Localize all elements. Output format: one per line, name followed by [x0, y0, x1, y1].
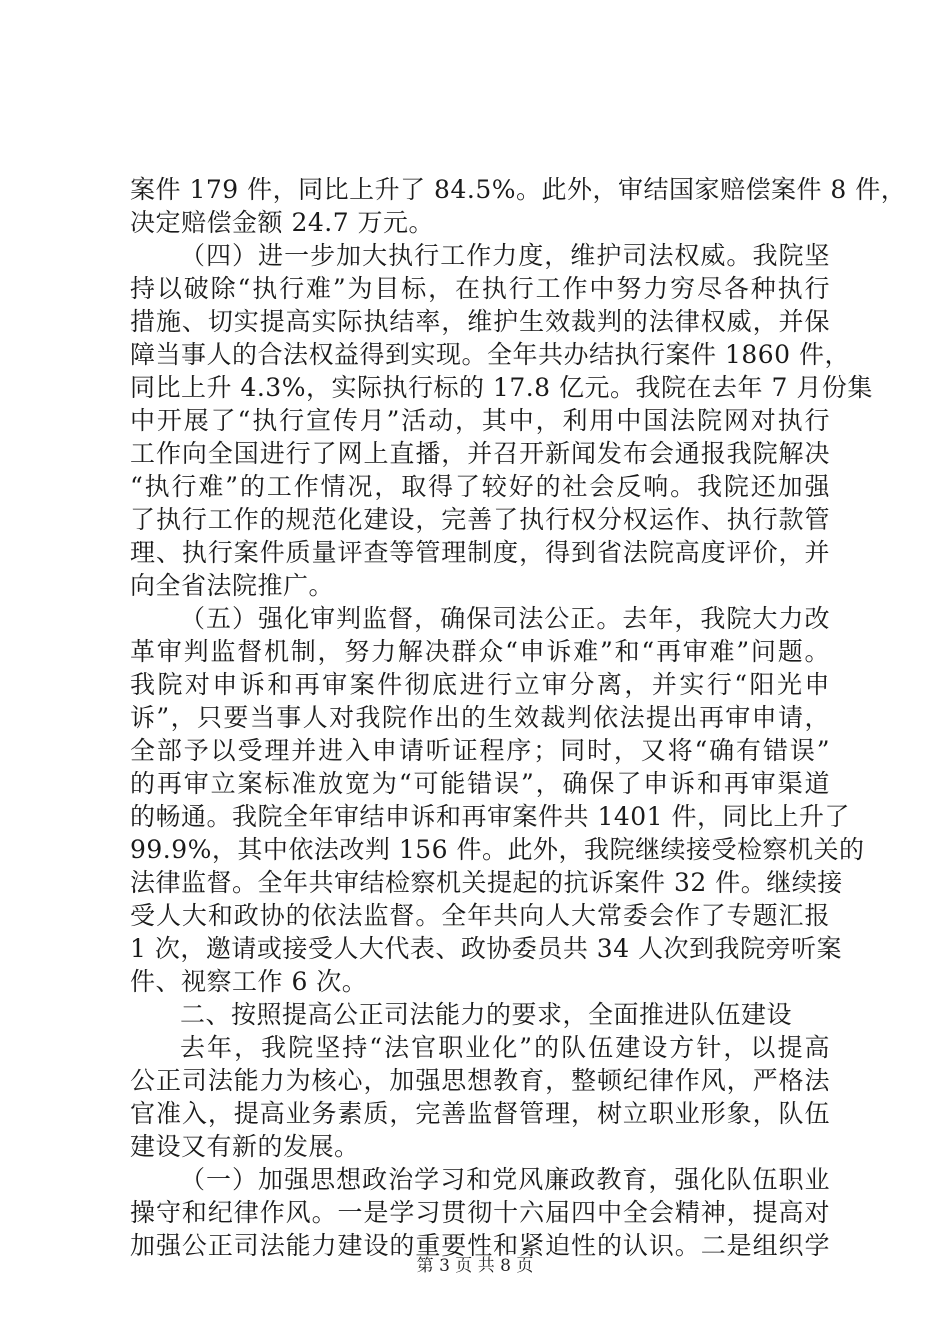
text-line: 的再审立案标准放宽为“可能错误”，确保了申诉和再审渠道 — [130, 769, 830, 798]
text-line: 1 次，邀请或接受人大代表、政协委员共 34 人次到我院旁听案 — [130, 934, 843, 963]
text-line: 我院对申诉和再审案件彻底进行立审分离，并实行“阳光申 — [130, 670, 830, 699]
text-line: 中开展了“执行宣传月”活动，其中，利用中国法院网对执行 — [130, 406, 830, 435]
paragraph-start-line: （四）进一步加大执行工作力度，维护司法权威。我院坚 — [180, 241, 830, 270]
paragraph-start-line: （一）加强思想政治学习和党风廉政教育，强化队伍职业 — [180, 1165, 830, 1194]
text-line: 向全省法院推广。 — [130, 571, 335, 600]
text-line: 操守和纪律作风。一是学习贯彻十六届四中全会精神，提高对 — [130, 1198, 830, 1227]
text-line: 了执行工作的规范化建设，完善了执行权分权运作、执行款管 — [130, 505, 830, 534]
section-heading: 二、按照提高公正司法能力的要求，全面推进队伍建设 — [180, 1000, 793, 1029]
paragraph-start-line: （五）强化审判监督，确保司法公正。去年，我院大力改 — [180, 604, 830, 633]
text-line: 措施、切实提高实际执结率，维护生效裁判的法律权威，并保 — [130, 307, 830, 336]
text-line: 官准入，提高业务素质，完善监督管理，树立职业形象，队伍 — [130, 1099, 830, 1128]
text-line: “执行难”的工作情况，取得了较好的社会反响。我院还加强 — [130, 472, 830, 501]
text-line: 持以破除“执行难”为目标，在执行工作中努力穷尽各种执行 — [130, 274, 830, 303]
text-line: 99.9%，其中依法改判 156 件。此外，我院继续接受检察机关的 — [130, 835, 865, 864]
text-line: 的畅通。我院全年审结申诉和再审案件共 1401 件，同比上升了 — [130, 802, 851, 831]
text-line: 同比上升 4.3%，实际执行标的 17.8 亿元。我院在去年 7 月份集 — [130, 373, 873, 402]
text-line: 障当事人的合法权益得到实现。全年共办结执行案件 1860 件， — [130, 340, 851, 369]
text-line: 建设又有新的发展。 — [130, 1132, 360, 1161]
text-line: 理、执行案件质量评查等管理制度，得到省法院高度评价，并 — [130, 538, 830, 567]
page-number-footer: 第 3 页 共 8 页 — [416, 1256, 534, 1276]
text-line: 法律监督。全年共审结检察机关提起的抗诉案件 32 件。继续接 — [130, 868, 843, 897]
text-line: 革审判监督机制，努力解决群众“申诉难”和“再审难”问题。 — [130, 637, 830, 666]
text-line: 工作向全国进行了网上直播，并召开新闻发布会通报我院解决 — [130, 439, 830, 468]
text-line: 件、视察工作 6 次。 — [130, 967, 368, 996]
text-line: 决定赔偿金额 24.7 万元。 — [130, 208, 435, 237]
text-line: 受人大和政协的依法监督。全年共向人大常委会作了专题汇报 — [130, 901, 830, 930]
paragraph-start-line: 去年，我院坚持“法官职业化”的队伍建设方针，以提高 — [180, 1033, 830, 1062]
text-line: 加强公正司法能力建设的重要性和紧迫性的认识。二是组织学 — [130, 1231, 830, 1260]
text-line: 全部予以受理并进入申请听证程序；同时，又将“确有错误” — [130, 736, 830, 765]
text-line: 案件 179 件，同比上升了 84.5%。此外，审结国家赔偿案件 8 件， — [130, 175, 907, 204]
text-line: 诉”，只要当事人对我院作出的生效裁判依法提出再审申请， — [130, 703, 830, 732]
text-line: 公正司法能力为核心，加强思想教育，整顿纪律作风，严格法 — [130, 1066, 830, 1095]
